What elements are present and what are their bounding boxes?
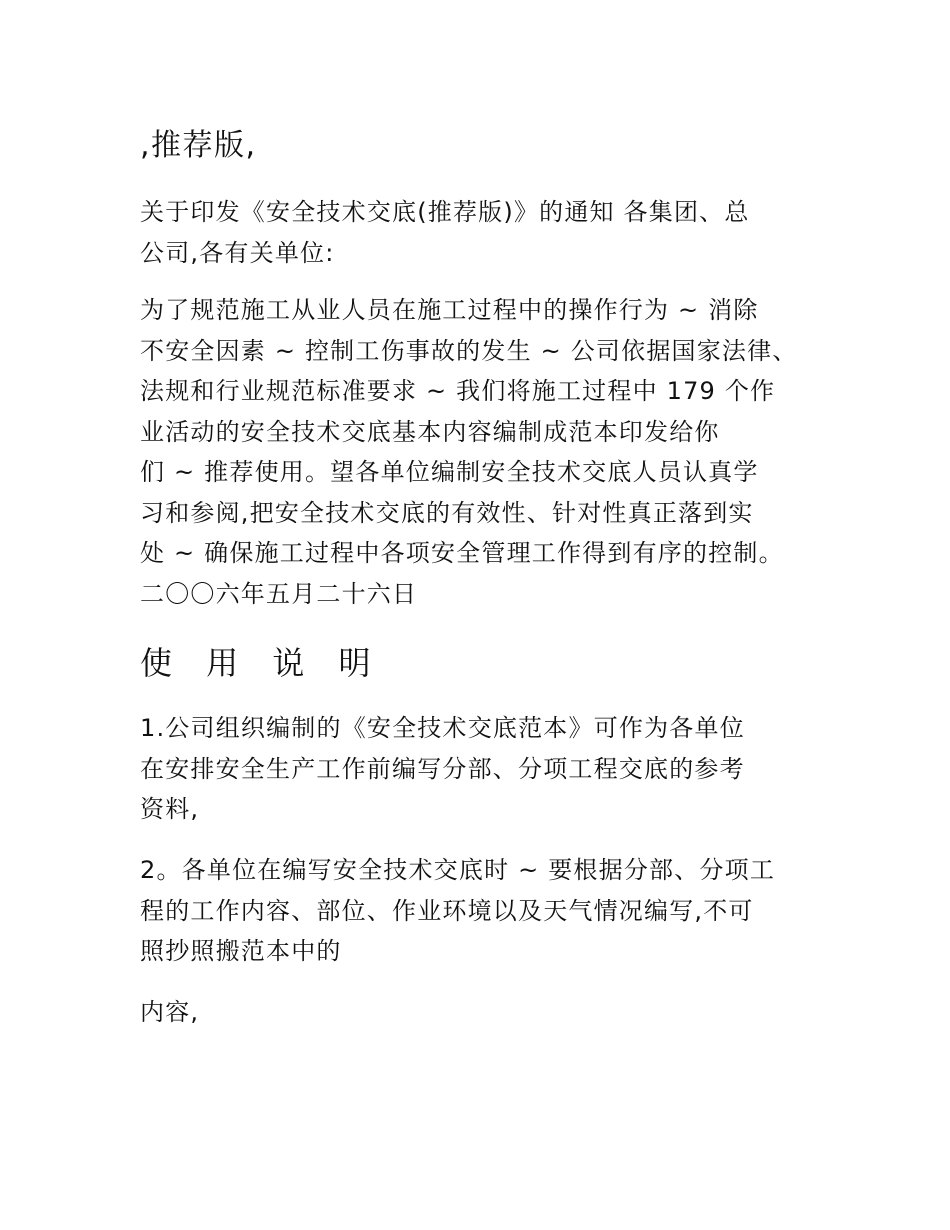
notice-paragraph	[140, 192, 820, 273]
usage-item-3	[140, 992, 820, 1033]
body-line: 习和参阅,把安全技术交底的有效性、针对性真正落到实	[140, 498, 754, 527]
body-line: 处 ~ 确保施工过程中各项安全管理工作得到有序的控制。	[140, 539, 784, 567]
usage-item-line: 照抄照搬范本中的	[140, 937, 342, 965]
body-line: 不安全因素 ~ 控制工伤事故的发生 ~ 公司依据国家法律、	[140, 336, 798, 365]
usage-item-line: 内容,	[140, 998, 200, 1026]
document-title: ,推荐版,	[140, 128, 257, 163]
usage-item-line: 程的工作内容、部位、作业环境以及天气情况编写,不可	[140, 896, 754, 925]
usage-item-line: 1.公司组织编制的《安全技术交底范本》可作为各单位	[140, 714, 745, 742]
usage-item-2	[140, 850, 820, 972]
usage-item-line: 资料,	[140, 795, 200, 823]
date-line: 二〇〇六年五月二十六日	[140, 579, 418, 608]
usage-heading: 使 用 说 明	[140, 644, 383, 682]
usage-item-1	[140, 708, 820, 830]
body-line: 法规和行业规范标准要求 ~ 我们将施工过程中 179 个作	[140, 377, 776, 405]
body-line: 业活动的安全技术交底基本内容编制成范本印发给你	[140, 417, 720, 446]
usage-item-line: 2。各单位在编写安全技术交底时 ~ 要根据分部、分项工	[140, 856, 776, 884]
usage-item-line: 在安排安全生产工作前编写分部、分项工程交底的参考	[140, 754, 745, 783]
body-line: 们 ~ 推荐使用。望各单位编制安全技术交底人员认真学	[140, 458, 759, 486]
notice-line: 公司,各有关单位:	[140, 238, 335, 267]
body-paragraph	[140, 290, 820, 614]
body-line: 为了规范施工从业人员在施工过程中的操作行为 ~ 消除	[140, 296, 759, 324]
notice-line: 关于印发《安全技术交底(推荐版)》的通知 各集团、总	[140, 198, 750, 226]
